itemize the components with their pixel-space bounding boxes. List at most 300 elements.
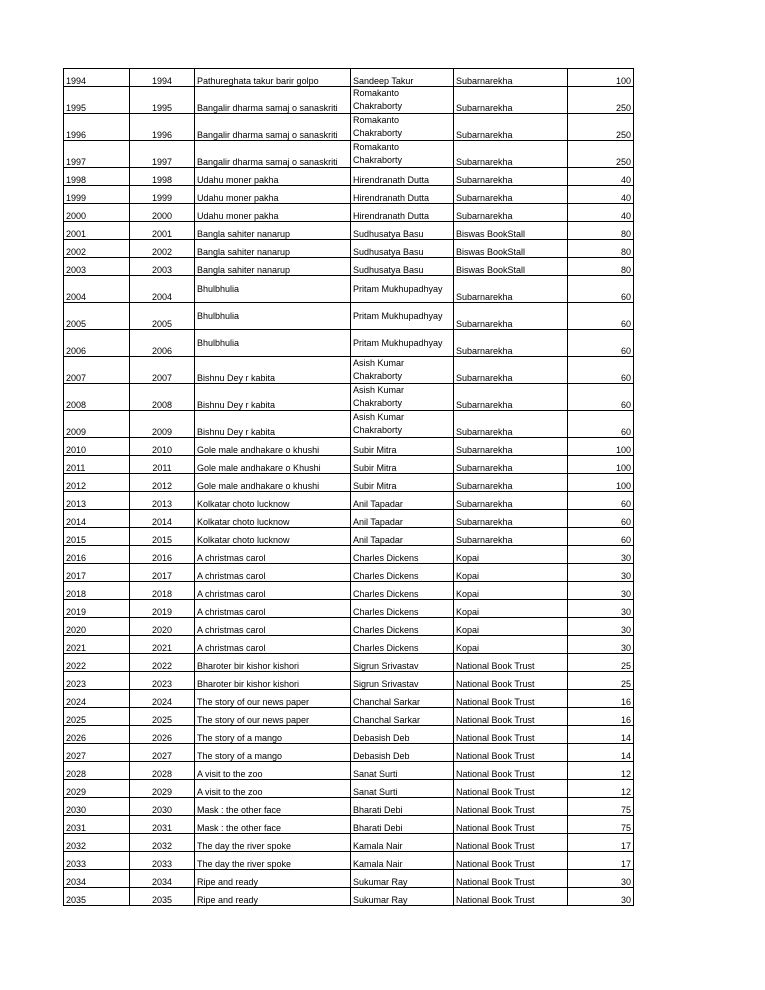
table-row (64, 168, 634, 186)
book-number-cell: 2028 (130, 762, 195, 780)
price-cell: 30 (568, 564, 634, 582)
table-row (64, 600, 634, 618)
author-cell: Sigrun Srivastav (351, 654, 454, 672)
book-title-cell: Bangla sahiter nanarup (195, 222, 351, 240)
price-cell: 16 (568, 690, 634, 708)
author-cell: Debasish Deb (351, 726, 454, 744)
book-title-cell: A visit to the zoo (195, 780, 351, 798)
author-cell: Sukumar Ray (351, 888, 454, 906)
price-cell: 17 (568, 852, 634, 870)
author-cell: Charles Dickens (351, 564, 454, 582)
book-catalog-body (64, 69, 634, 906)
accession-number-cell: 2019 (64, 600, 130, 618)
book-number-cell: 2015 (130, 528, 195, 546)
author-cell: Kamala Nair (351, 852, 454, 870)
book-title-cell: A christmas carol (195, 564, 351, 582)
price-cell: 14 (568, 744, 634, 762)
accession-number-cell: 2014 (64, 510, 130, 528)
table-row (64, 303, 634, 330)
publisher-cell: National Book Trust (454, 762, 568, 780)
publisher-cell: Kopai (454, 600, 568, 618)
book-number-cell: 2014 (130, 510, 195, 528)
author-cell: Sigrun Srivastav (351, 672, 454, 690)
table-row (64, 762, 634, 780)
accession-number-cell: 2011 (64, 456, 130, 474)
book-number-cell: 2016 (130, 546, 195, 564)
book-number-cell: 1996 (130, 114, 195, 141)
book-title-cell: Bangla sahiter nanarup (195, 258, 351, 276)
publisher-cell: National Book Trust (454, 852, 568, 870)
author-cell (351, 411, 454, 438)
author-cell: Sudhusatya Basu (351, 258, 454, 276)
accession-number-cell: 2020 (64, 618, 130, 636)
book-title-cell: Bharoter bir kishor kishori (195, 654, 351, 672)
publisher-cell: Subarnarekha (454, 87, 568, 114)
book-title-cell: Bishnu Dey r kabita (195, 357, 351, 384)
author-second-line: Chakraborty (353, 128, 403, 138)
accession-number-cell: 2003 (64, 258, 130, 276)
table-row (64, 456, 634, 474)
book-number-cell: 2029 (130, 780, 195, 798)
publisher-cell: Subarnarekha (454, 474, 568, 492)
table-row (64, 411, 634, 438)
accession-number-cell: 2018 (64, 582, 130, 600)
table-row (64, 672, 634, 690)
author-cell: Sandeep Takur (351, 69, 454, 87)
book-number-cell: 2000 (130, 204, 195, 222)
price-cell: 60 (568, 357, 634, 384)
table-row (64, 618, 634, 636)
table-row (64, 258, 634, 276)
author-cell (351, 384, 454, 411)
publisher-cell: National Book Trust (454, 870, 568, 888)
author-cell: Subir Mitra (351, 456, 454, 474)
price-cell: 60 (568, 528, 634, 546)
book-title-cell: A christmas carol (195, 636, 351, 654)
book-title-cell: The story of a mango (195, 744, 351, 762)
book-title-cell: A christmas carol (195, 618, 351, 636)
book-title-cell: The day the river spoke (195, 834, 351, 852)
author-cell (351, 357, 454, 384)
book-title-cell: A christmas carol (195, 600, 351, 618)
book-number-cell: 1998 (130, 168, 195, 186)
publisher-cell: Subarnarekha (454, 141, 568, 168)
accession-number-cell: 2030 (64, 798, 130, 816)
accession-number-cell: 2024 (64, 690, 130, 708)
publisher-cell: National Book Trust (454, 780, 568, 798)
accession-number-cell: 2017 (64, 564, 130, 582)
book-title-cell: The day the river spoke (195, 852, 351, 870)
book-title-cell: Bhulbhulia (195, 276, 351, 303)
accession-number-cell: 2007 (64, 357, 130, 384)
table-row (64, 690, 634, 708)
author-cell: Hirendranath Dutta (351, 204, 454, 222)
price-cell: 30 (568, 888, 634, 906)
accession-number-cell: 2009 (64, 411, 130, 438)
price-cell: 30 (568, 870, 634, 888)
publisher-cell: National Book Trust (454, 708, 568, 726)
book-number-cell: 2022 (130, 654, 195, 672)
accession-number-cell: 2013 (64, 492, 130, 510)
table-row (64, 438, 634, 456)
book-number-cell: 2035 (130, 888, 195, 906)
accession-number-cell: 2015 (64, 528, 130, 546)
publisher-cell: National Book Trust (454, 690, 568, 708)
author-cell: Chanchal Sarkar (351, 708, 454, 726)
accession-number-cell: 2027 (64, 744, 130, 762)
book-number-cell: 2011 (130, 456, 195, 474)
price-cell: 30 (568, 582, 634, 600)
accession-number-cell: 2029 (64, 780, 130, 798)
publisher-cell: Subarnarekha (454, 204, 568, 222)
price-cell: 250 (568, 141, 634, 168)
price-cell: 12 (568, 762, 634, 780)
author-cell: Charles Dickens (351, 582, 454, 600)
accession-number-cell: 1996 (64, 114, 130, 141)
price-cell: 60 (568, 384, 634, 411)
table-row (64, 582, 634, 600)
author-cell: Chanchal Sarkar (351, 690, 454, 708)
publisher-cell: Subarnarekha (454, 411, 568, 438)
price-cell: 17 (568, 834, 634, 852)
author-cell: Debasish Deb (351, 744, 454, 762)
accession-number-cell: 2028 (64, 762, 130, 780)
price-cell: 80 (568, 240, 634, 258)
publisher-cell: National Book Trust (454, 726, 568, 744)
table-row (64, 654, 634, 672)
author-second-line: Chakraborty (353, 155, 403, 165)
publisher-cell: Kopai (454, 582, 568, 600)
author-cell: Sanat Surti (351, 762, 454, 780)
table-row (64, 870, 634, 888)
author-cell: Hirendranath Dutta (351, 168, 454, 186)
table-row (64, 636, 634, 654)
author-cell: Charles Dickens (351, 636, 454, 654)
author-cell: Pritam Mukhupadhyay (351, 330, 454, 357)
table-row (64, 204, 634, 222)
table-row (64, 384, 634, 411)
book-title-cell: Kolkatar choto lucknow (195, 492, 351, 510)
table-row (64, 69, 634, 87)
publisher-cell: Subarnarekha (454, 357, 568, 384)
accession-number-cell: 2016 (64, 546, 130, 564)
table-row (64, 816, 634, 834)
author-cell: Anil Tapadar (351, 492, 454, 510)
accession-number-cell: 2025 (64, 708, 130, 726)
author-cell: Subir Mitra (351, 474, 454, 492)
book-title-cell: Mask : the other face (195, 816, 351, 834)
table-row (64, 528, 634, 546)
price-cell: 250 (568, 87, 634, 114)
table-row (64, 87, 634, 114)
publisher-cell: Subarnarekha (454, 303, 568, 330)
book-number-cell: 2034 (130, 870, 195, 888)
table-row (64, 492, 634, 510)
accession-number-cell: 2023 (64, 672, 130, 690)
price-cell: 250 (568, 114, 634, 141)
author-cell: Sudhusatya Basu (351, 222, 454, 240)
book-number-cell: 2021 (130, 636, 195, 654)
author-first-line: Romakanto (353, 88, 400, 98)
price-cell: 75 (568, 816, 634, 834)
price-cell: 14 (568, 726, 634, 744)
price-cell: 60 (568, 411, 634, 438)
author-cell: Charles Dickens (351, 600, 454, 618)
price-cell: 60 (568, 330, 634, 357)
book-number-cell: 2005 (130, 303, 195, 330)
book-number-cell: 2010 (130, 438, 195, 456)
table-row (64, 798, 634, 816)
book-number-cell: 1995 (130, 87, 195, 114)
book-title-cell: A christmas carol (195, 546, 351, 564)
accession-number-cell: 1998 (64, 168, 130, 186)
book-title-cell: The story of our news paper (195, 690, 351, 708)
book-number-cell: 1997 (130, 141, 195, 168)
book-number-cell: 2027 (130, 744, 195, 762)
book-number-cell: 2004 (130, 276, 195, 303)
author-second-line: Chakraborty (353, 371, 403, 381)
table-row (64, 726, 634, 744)
book-title-cell: Bhulbhulia (195, 330, 351, 357)
price-cell: 100 (568, 474, 634, 492)
book-number-cell: 2009 (130, 411, 195, 438)
book-title-cell: Udahu moner pakha (195, 168, 351, 186)
book-number-cell: 2019 (130, 600, 195, 618)
table-row (64, 834, 634, 852)
author-first-line: Asish Kumar (353, 412, 405, 422)
accession-number-cell: 2001 (64, 222, 130, 240)
publisher-cell: Subarnarekha (454, 438, 568, 456)
author-cell: Charles Dickens (351, 618, 454, 636)
book-number-cell: 2013 (130, 492, 195, 510)
publisher-cell: Subarnarekha (454, 456, 568, 474)
accession-number-cell: 2005 (64, 303, 130, 330)
author-cell: Sukumar Ray (351, 870, 454, 888)
book-number-cell: 1999 (130, 186, 195, 204)
accession-number-cell: 2032 (64, 834, 130, 852)
accession-number-cell: 2002 (64, 240, 130, 258)
accession-number-cell: 2008 (64, 384, 130, 411)
book-number-cell: 2006 (130, 330, 195, 357)
author-cell: Anil Tapadar (351, 528, 454, 546)
price-cell: 30 (568, 636, 634, 654)
table-row (64, 114, 634, 141)
accession-number-cell: 1997 (64, 141, 130, 168)
author-cell (351, 141, 454, 168)
publisher-cell: National Book Trust (454, 654, 568, 672)
publisher-cell: Subarnarekha (454, 276, 568, 303)
table-row (64, 222, 634, 240)
accession-number-cell: 2021 (64, 636, 130, 654)
price-cell: 60 (568, 276, 634, 303)
author-cell (351, 114, 454, 141)
publisher-cell: Subarnarekha (454, 492, 568, 510)
author-cell: Kamala Nair (351, 834, 454, 852)
price-cell: 100 (568, 456, 634, 474)
price-cell: 25 (568, 654, 634, 672)
author-first-line: Romakanto (353, 115, 400, 125)
price-cell: 100 (568, 438, 634, 456)
book-title-cell: Bishnu Dey r kabita (195, 384, 351, 411)
accession-number-cell: 1999 (64, 186, 130, 204)
author-cell: Bharati Debi (351, 798, 454, 816)
publisher-cell: Subarnarekha (454, 186, 568, 204)
publisher-cell: National Book Trust (454, 816, 568, 834)
book-number-cell: 1994 (130, 69, 195, 87)
price-cell: 30 (568, 600, 634, 618)
publisher-cell: Biswas BookStall (454, 240, 568, 258)
table-row (64, 474, 634, 492)
book-number-cell: 2018 (130, 582, 195, 600)
book-number-cell: 2033 (130, 852, 195, 870)
publisher-cell: National Book Trust (454, 888, 568, 906)
accession-number-cell: 2035 (64, 888, 130, 906)
book-title-cell: Bishnu Dey r kabita (195, 411, 351, 438)
author-cell: Pritam Mukhupadhyay (351, 303, 454, 330)
book-number-cell: 2017 (130, 564, 195, 582)
book-title-cell: Mask : the other face (195, 798, 351, 816)
book-number-cell: 2030 (130, 798, 195, 816)
book-number-cell: 2002 (130, 240, 195, 258)
price-cell: 75 (568, 798, 634, 816)
author-cell: Anil Tapadar (351, 510, 454, 528)
accession-number-cell: 2004 (64, 276, 130, 303)
publisher-cell: Subarnarekha (454, 330, 568, 357)
book-title-cell: Bhulbhulia (195, 303, 351, 330)
book-title-cell: Gole male andhakare o Khushi (195, 456, 351, 474)
table-row (64, 330, 634, 357)
book-title-cell: Bangalir dharma samaj o sanaskriti (195, 141, 351, 168)
accession-number-cell: 2010 (64, 438, 130, 456)
book-number-cell: 2007 (130, 357, 195, 384)
table-row (64, 186, 634, 204)
book-title-cell: A christmas carol (195, 582, 351, 600)
publisher-cell: National Book Trust (454, 834, 568, 852)
author-second-line: Chakraborty (353, 398, 403, 408)
table-row (64, 240, 634, 258)
book-number-cell: 2023 (130, 672, 195, 690)
accession-number-cell: 2022 (64, 654, 130, 672)
price-cell: 40 (568, 168, 634, 186)
book-title-cell: The story of a mango (195, 726, 351, 744)
table-row (64, 510, 634, 528)
author-second-line: Chakraborty (353, 425, 403, 435)
table-row (64, 276, 634, 303)
table-row (64, 141, 634, 168)
price-cell: 12 (568, 780, 634, 798)
book-number-cell: 2026 (130, 726, 195, 744)
publisher-cell: Kopai (454, 546, 568, 564)
author-cell: Bharati Debi (351, 816, 454, 834)
price-cell: 30 (568, 546, 634, 564)
price-cell: 60 (568, 492, 634, 510)
author-cell: Subir Mitra (351, 438, 454, 456)
author-cell: Pritam Mukhupadhyay (351, 276, 454, 303)
book-title-cell: Gole male andhakare o khushi (195, 438, 351, 456)
price-cell: 25 (568, 672, 634, 690)
accession-number-cell: 2033 (64, 852, 130, 870)
book-number-cell: 2020 (130, 618, 195, 636)
price-cell: 40 (568, 204, 634, 222)
author-first-line: Asish Kumar (353, 358, 405, 368)
price-cell: 80 (568, 258, 634, 276)
book-title-cell: Gole male andhakare o khushi (195, 474, 351, 492)
table-row (64, 744, 634, 762)
accession-number-cell: 2026 (64, 726, 130, 744)
book-title-cell: Bharoter bir kishor kishori (195, 672, 351, 690)
publisher-cell: National Book Trust (454, 798, 568, 816)
book-number-cell: 2001 (130, 222, 195, 240)
publisher-cell: National Book Trust (454, 744, 568, 762)
accession-number-cell: 2031 (64, 816, 130, 834)
book-title-cell: Bangalir dharma samaj o sanaskriti (195, 87, 351, 114)
book-title-cell: Udahu moner pakha (195, 186, 351, 204)
book-title-cell: Bangla sahiter nanarup (195, 240, 351, 258)
author-second-line: Chakraborty (353, 101, 403, 111)
table-row (64, 780, 634, 798)
author-cell: Hirendranath Dutta (351, 186, 454, 204)
author-cell: Sanat Surti (351, 780, 454, 798)
table-row (64, 546, 634, 564)
book-catalog-table (63, 68, 634, 906)
table-row (64, 852, 634, 870)
book-number-cell: 2024 (130, 690, 195, 708)
author-first-line: Asish Kumar (353, 385, 405, 395)
publisher-cell: Subarnarekha (454, 168, 568, 186)
publisher-cell: Subarnarekha (454, 510, 568, 528)
book-number-cell: 2003 (130, 258, 195, 276)
book-number-cell: 2032 (130, 834, 195, 852)
price-cell: 80 (568, 222, 634, 240)
price-cell: 16 (568, 708, 634, 726)
publisher-cell: Biswas BookStall (454, 222, 568, 240)
publisher-cell: Biswas BookStall (454, 258, 568, 276)
book-number-cell: 2008 (130, 384, 195, 411)
price-cell: 30 (568, 618, 634, 636)
author-cell: Sudhusatya Basu (351, 240, 454, 258)
author-cell (351, 87, 454, 114)
table-row (64, 564, 634, 582)
book-title-cell: A visit to the zoo (195, 762, 351, 780)
price-cell: 60 (568, 303, 634, 330)
table-row (64, 357, 634, 384)
publisher-cell: Subarnarekha (454, 384, 568, 411)
accession-number-cell: 2012 (64, 474, 130, 492)
book-title-cell: Udahu moner pakha (195, 204, 351, 222)
table-row (64, 888, 634, 906)
book-title-cell: Ripe and ready (195, 870, 351, 888)
publisher-cell: Subarnarekha (454, 69, 568, 87)
author-first-line: Romakanto (353, 142, 400, 152)
accession-number-cell: 2000 (64, 204, 130, 222)
accession-number-cell: 1995 (64, 87, 130, 114)
price-cell: 60 (568, 510, 634, 528)
publisher-cell: Subarnarekha (454, 528, 568, 546)
price-cell: 100 (568, 69, 634, 87)
publisher-cell: Kopai (454, 618, 568, 636)
publisher-cell: Subarnarekha (454, 114, 568, 141)
table-row (64, 708, 634, 726)
book-title-cell: Ripe and ready (195, 888, 351, 906)
book-title-cell: The story of our news paper (195, 708, 351, 726)
publisher-cell: National Book Trust (454, 672, 568, 690)
accession-number-cell: 1994 (64, 69, 130, 87)
book-number-cell: 2025 (130, 708, 195, 726)
publisher-cell: Kopai (454, 564, 568, 582)
book-title-cell: Pathureghata takur barir golpo (195, 69, 351, 87)
book-number-cell: 2012 (130, 474, 195, 492)
book-number-cell: 2031 (130, 816, 195, 834)
